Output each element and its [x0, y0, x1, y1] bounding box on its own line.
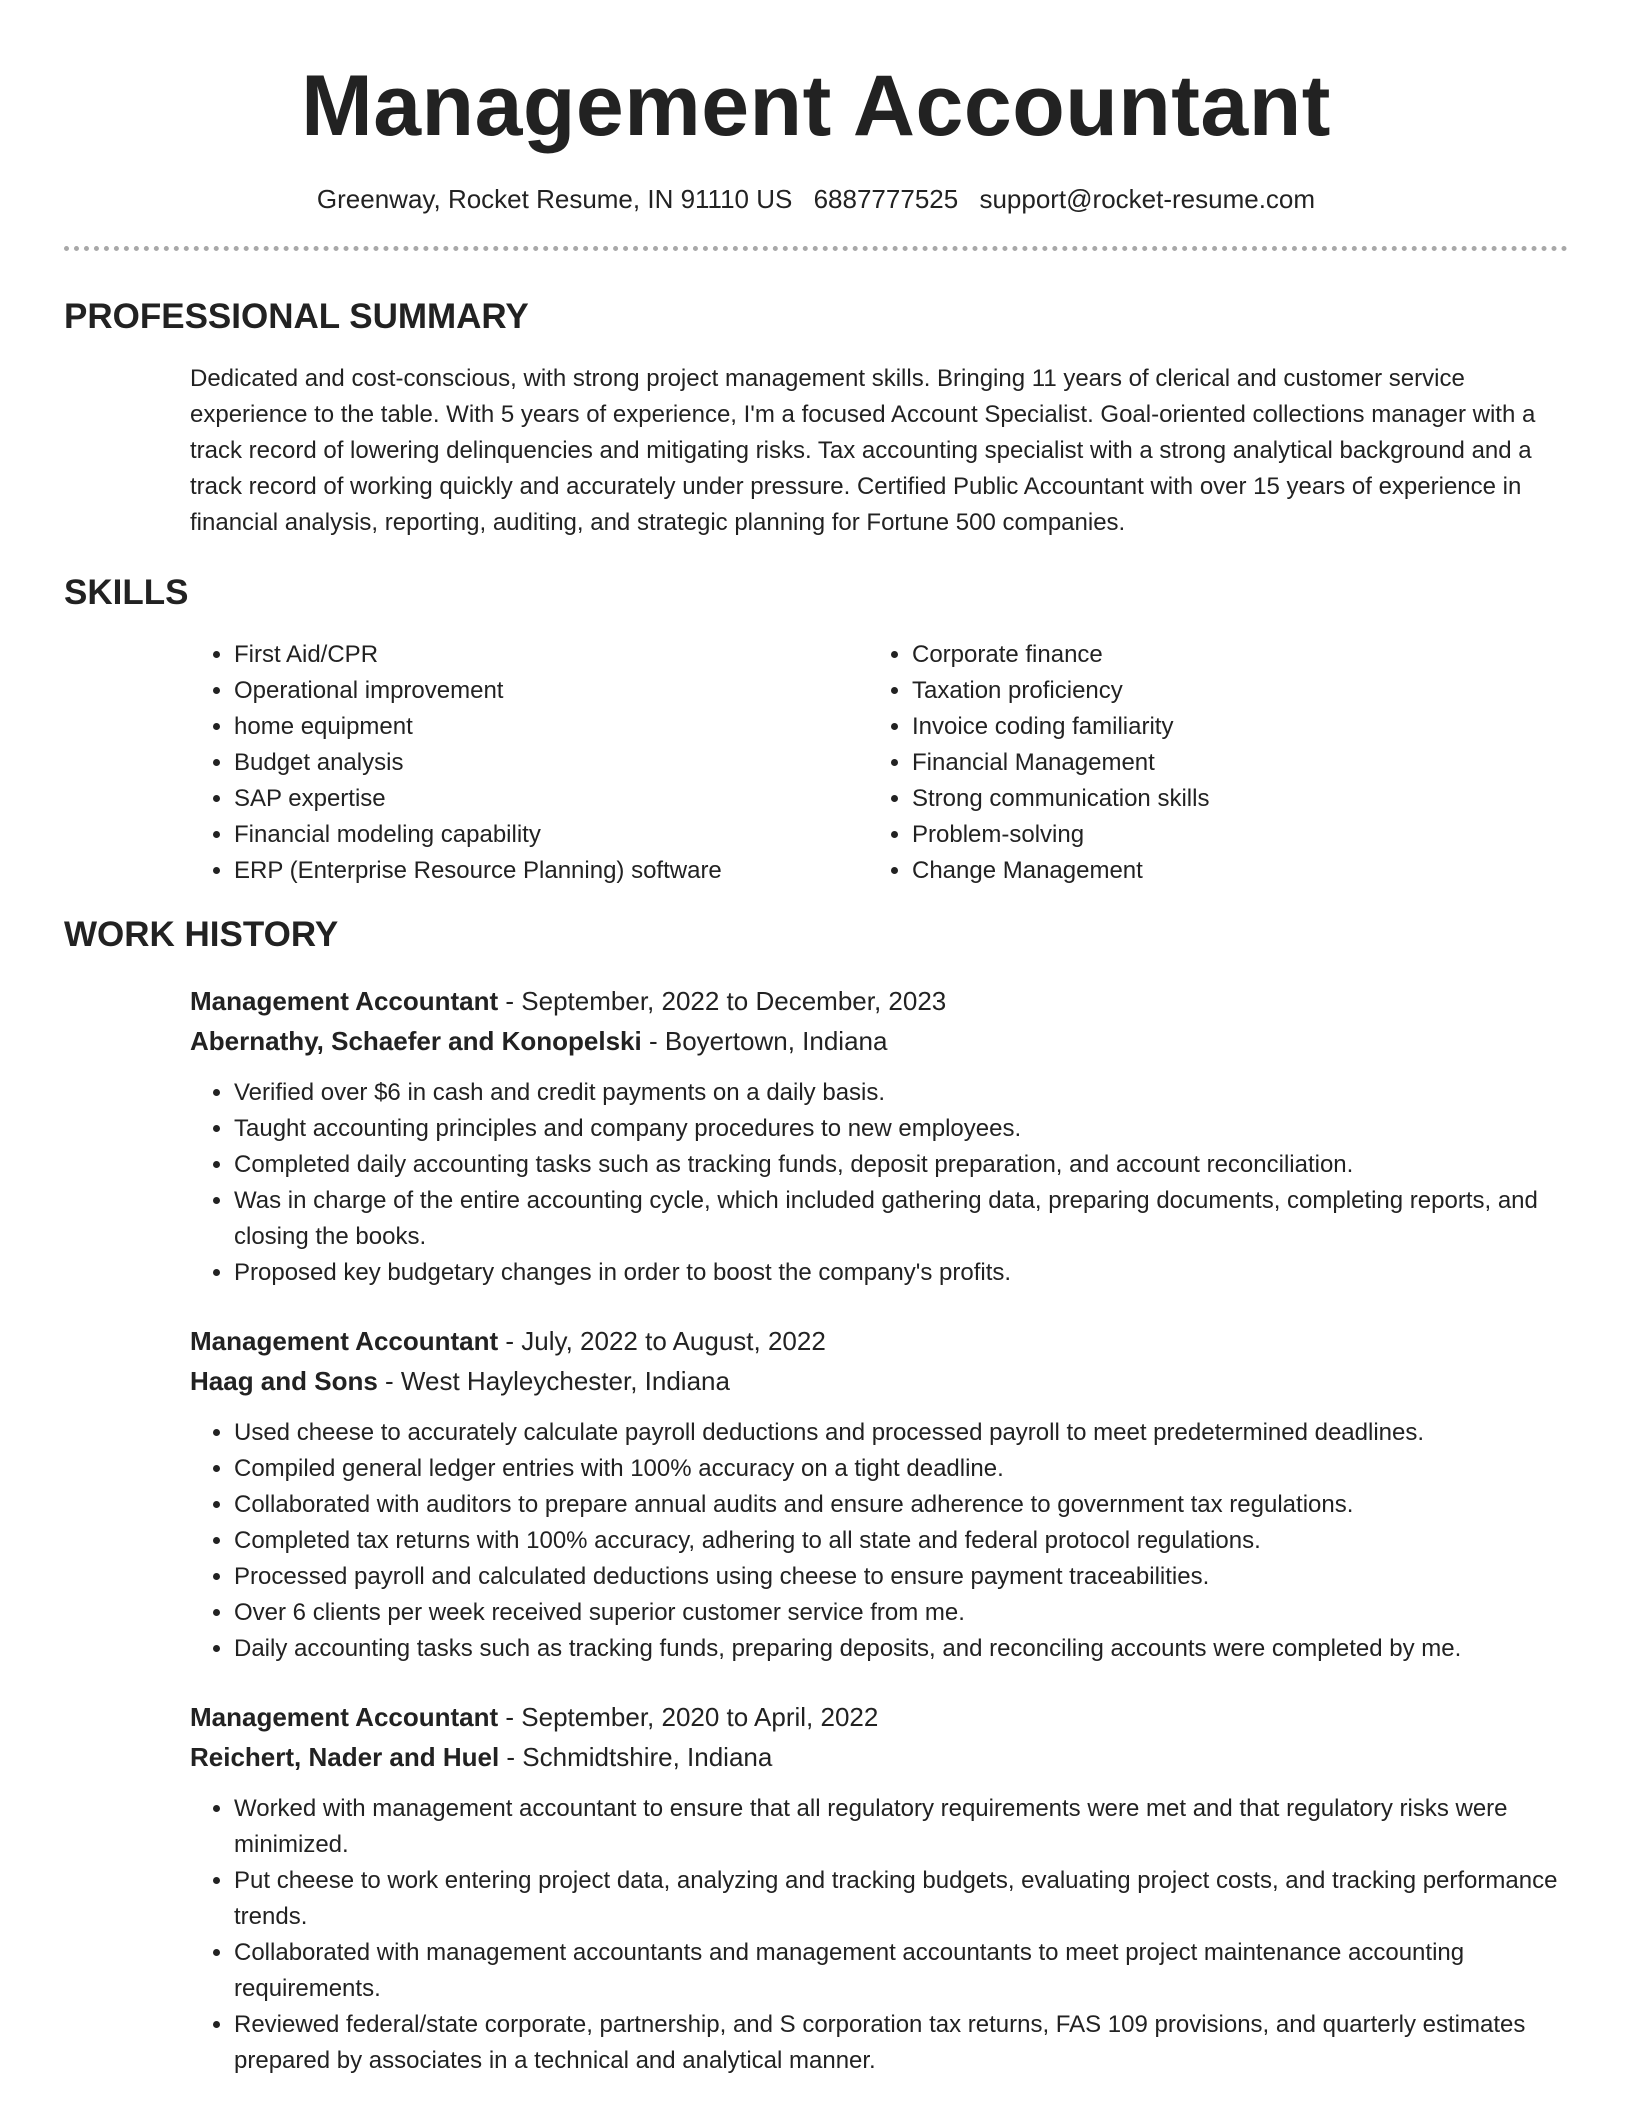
job-role: Management Accountant: [190, 1326, 499, 1356]
skill-item: • home equipment: [234, 709, 868, 745]
skill-item: • Corporate finance: [912, 637, 1512, 673]
job-company: Abernathy, Schaefer and Konopelski: [190, 1026, 642, 1056]
job-role-line: [190, 1321, 1568, 1361]
skill-item: • First Aid/CPR: [234, 637, 868, 673]
job-bullet: • Verified over $6 in cash and credit payments on a daily basis.: [234, 1075, 1568, 1111]
skills-list: [190, 637, 1568, 889]
section-title-skills: SKILLS: [64, 573, 189, 612]
job-bullet: • Used cheese to accurately calculate payroll deductions and processed payroll to meet predetermined deadlines.: [234, 1415, 1568, 1451]
job-bullet: • Collaborated with auditors to prepare annual audits and ensure adherence to government tax regulations.: [234, 1487, 1568, 1523]
job-bullet: • Worked with management accountant to ensure that all regulatory requirements were met and that regulatory risks were minimized.: [234, 1791, 1568, 1863]
skills-column-right: [868, 637, 1512, 889]
skill-item: • Financial modeling capability: [234, 817, 868, 853]
skill-item: • Invoice coding familiarity: [912, 709, 1512, 745]
job-dates: - July, 2022 to August, 2022: [498, 1326, 826, 1356]
summary-text: Dedicated and cost-conscious, with strong project management skills. Bringing 11 years of clerical and customer service experience to the table. With 5 years of experience, I'm a focused Account Specialist. Goal-oriented collections manager with a track record of lowering delinquencies and mitigating risks. Tax accounting specialist with a strong analytical background and a track record of working quickly and accurately under pressure. Certified Public Accountant with over 15 years of experience in financial analysis, reporting, auditing, and strategic planning for Fortune 500 companies.: [190, 365, 1536, 536]
job-location: - West Hayleychester, Indiana: [377, 1366, 730, 1396]
job-dates: - September, 2022 to December, 2023: [498, 986, 947, 1016]
skill-item: • Financial Management: [912, 745, 1512, 781]
job-role-line: [190, 981, 1568, 1021]
contact-phone: 6887777525: [813, 184, 959, 214]
job-role-line: [190, 1697, 1568, 1737]
job-company: Haag and Sons: [190, 1366, 378, 1396]
job-bullet: • Completed daily accounting tasks such as tracking funds, deposit preparation, and account reconciliation.: [234, 1147, 1568, 1183]
job-bullet: • Daily accounting tasks such as tracking funds, preparing deposits, and reconciling accounts were completed by me.: [234, 1631, 1568, 1667]
job-bullets: [190, 1791, 1568, 2079]
job-dates: - September, 2020 to April, 2022: [498, 1702, 879, 1732]
contact-address: Greenway, Rocket Resume, IN 91110 US: [316, 184, 793, 214]
job-bullet: • Processed payroll and calculated deductions using cheese to ensure payment traceabilities.: [234, 1559, 1568, 1595]
job-role: Management Accountant: [190, 986, 499, 1016]
job-company-line: [190, 1361, 1568, 1401]
skill-item: • Problem-solving: [912, 817, 1512, 853]
job-bullets: [190, 1075, 1568, 1291]
job-bullet: • Taught accounting principles and company procedures to new employees.: [234, 1111, 1568, 1147]
job-bullet: • Collaborated with management accountants and management accountants to meet project maintenance accounting requirements.: [234, 1935, 1568, 2007]
header-divider: [64, 246, 1568, 251]
skill-item: • Taxation proficiency: [912, 673, 1512, 709]
skill-item: • Operational improvement: [234, 673, 868, 709]
job-location: - Schmidtshire, Indiana: [499, 1742, 773, 1772]
contact-email: support@rocket-resume.com: [979, 184, 1316, 214]
job-bullet: • Completed tax returns with 100% accuracy, adhering to all state and federal protocol regulations.: [234, 1523, 1568, 1559]
resume-name: Management Accountant: [301, 58, 1331, 154]
job-location: - Boyertown, Indiana: [641, 1026, 888, 1056]
job-bullets: [190, 1415, 1568, 1667]
job-bullet: • Was in charge of the entire accounting cycle, which included gathering data, preparing documents, completing reports, and closing the books.: [234, 1183, 1568, 1255]
job-role: Management Accountant: [190, 1702, 499, 1732]
job-bullet: • Compiled general ledger entries with 100% accuracy on a tight deadline.: [234, 1451, 1568, 1487]
job-bullet: • Reviewed federal/state corporate, partnership, and S corporation tax returns, FAS 109 provisions, and quarterly estimates prepared by associates in a technical and analytical manner.: [234, 2007, 1568, 2079]
skill-item: • ERP (Enterprise Resource Planning) software: [234, 853, 868, 889]
job-company-line: [190, 1021, 1568, 1061]
job-company: Reichert, Nader and Huel: [190, 1742, 500, 1772]
skill-item: • Budget analysis: [234, 745, 868, 781]
job-bullet: • Put cheese to work entering project data, analyzing and tracking budgets, evaluating project costs, and tracking performance trends.: [234, 1863, 1568, 1935]
section-title-summary: PROFESSIONAL SUMMARY: [64, 297, 529, 336]
job-entry: [190, 1697, 1568, 2079]
skill-item: • SAP expertise: [234, 781, 868, 817]
job-bullet: • Over 6 clients per week received superior customer service from me.: [234, 1595, 1568, 1631]
skills-column-left: [190, 637, 868, 889]
job-bullet: • Proposed key budgetary changes in order to boost the company's profits.: [234, 1255, 1568, 1291]
job-entry: [190, 1321, 1568, 1667]
job-entry: [190, 981, 1568, 1291]
job-company-line: [190, 1737, 1568, 1777]
section-title-work-history: WORK HISTORY: [64, 915, 339, 954]
contact-line: [64, 182, 1568, 216]
skill-item: • Strong communication skills: [912, 781, 1512, 817]
skill-item: • Change Management: [912, 853, 1512, 889]
